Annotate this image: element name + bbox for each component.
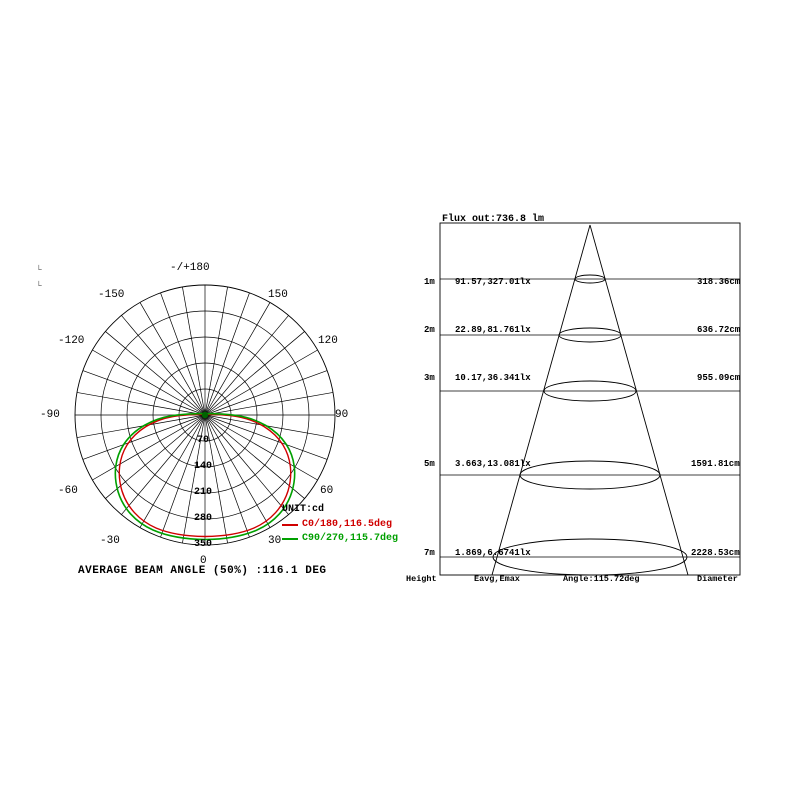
angle-label-60: 60: [320, 485, 334, 497]
legend-item-c90-270: [282, 532, 398, 546]
angle-label-90: 90: [335, 409, 349, 421]
cone-footer-height: Height: [406, 574, 437, 584]
cone-diameter-2m: 636.72cm: [697, 325, 741, 335]
cone-diameter-1m: 318.36cm: [697, 277, 741, 287]
cone-diameter-3m: 955.09cm: [697, 373, 741, 383]
cone-illuminance-3m: 10.17,36.341lx: [455, 373, 531, 383]
angle-label-neg30: -30: [100, 535, 120, 547]
cone-illuminance-7m: 1.869,6.6741lx: [455, 548, 531, 558]
legend-item-c0-180: [282, 518, 398, 532]
angle-label-neg60: -60: [58, 485, 78, 497]
angle-label-neg150: -150: [98, 289, 125, 301]
cone-illuminance-5m: 3.663,13.081lx: [455, 459, 531, 469]
cone-height-5m: 5m: [424, 459, 435, 469]
cone-diameter-7m: 2228.53cm: [691, 548, 740, 558]
legend-swatch-c0-180: [282, 524, 298, 526]
cone-height-1m: 1m: [424, 277, 435, 287]
cone-footer-eavg: Eavg,Emax: [474, 574, 520, 584]
legend-label-c0-180: C0/180,116.5deg: [302, 519, 393, 530]
corner-mark-2: └: [36, 281, 42, 290]
cone-height-7m: 7m: [424, 548, 435, 558]
cone-illuminance-1m: 91.57,327.01lx: [455, 277, 531, 287]
angle-label-neg120: -120: [58, 335, 85, 347]
legend-swatch-c90-270: [282, 538, 298, 540]
angle-label-180: -/+180: [170, 262, 210, 274]
cone-height-2m: 2m: [424, 325, 435, 335]
polar-legend: [282, 503, 398, 546]
cone-diameter-5m: 1591.81cm: [691, 459, 740, 469]
ring-label-140: 140: [194, 461, 213, 472]
ring-label-210: 210: [194, 487, 213, 498]
corner-mark-1: └: [36, 265, 42, 274]
ring-label-280: 280: [194, 513, 213, 524]
angle-label-120: 120: [318, 335, 338, 347]
cone-footer-diameter: Diameter: [697, 574, 738, 584]
unit-label: UNIT:cd: [282, 504, 325, 515]
cone-diagram: [420, 205, 760, 595]
cone-illuminance-2m: 22.89,81.761lx: [455, 325, 531, 335]
cone-grid: [420, 205, 760, 595]
ring-label-350: 350: [194, 539, 213, 550]
polar-diagram: [20, 240, 400, 600]
center-point: [202, 412, 208, 418]
angle-label-150: 150: [268, 289, 288, 301]
angle-label-0: 0: [200, 555, 207, 567]
cone-height-3m: 3m: [424, 373, 435, 383]
flux-out-label: Flux out:736.8 lm: [442, 214, 545, 225]
legend-label-c90-270: C90/270,115.7deg: [302, 533, 399, 544]
angle-label-30: 30: [268, 535, 282, 547]
cone-footer-angle: Angle:115.72deg: [563, 574, 640, 584]
ring-label-70: 70: [197, 435, 210, 446]
average-beam-angle-caption: AVERAGE BEAM ANGLE (50%) :116.1 DEG: [78, 565, 327, 577]
angle-label-neg90: -90: [40, 409, 60, 421]
